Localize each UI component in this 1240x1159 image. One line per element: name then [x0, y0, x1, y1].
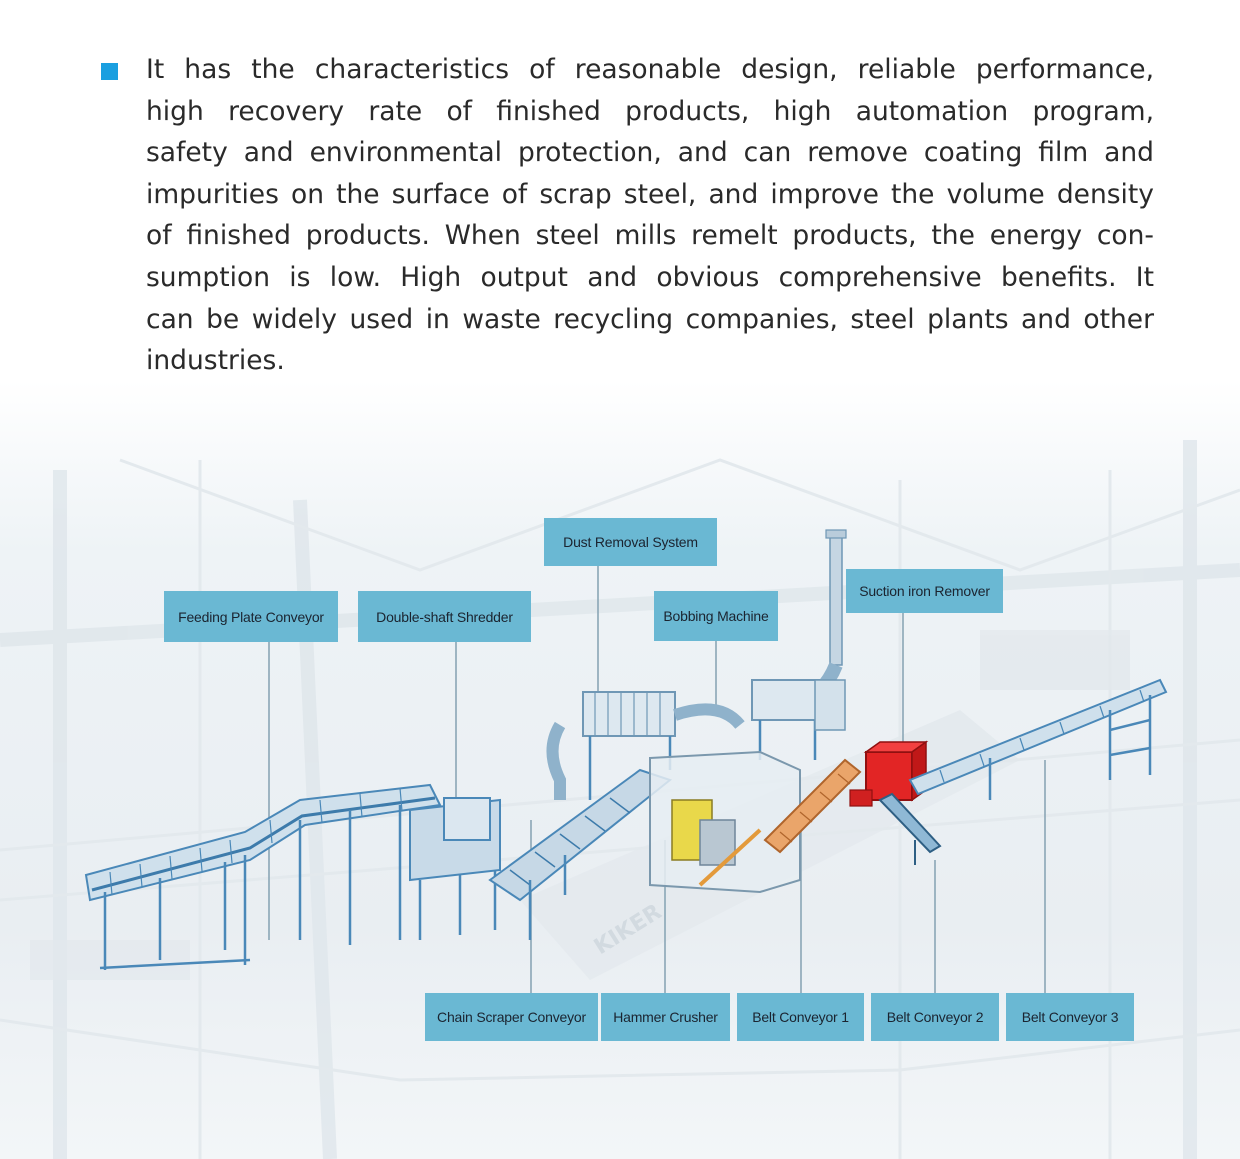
intro-line: It has the characteristics of reasonable design, reliable performance,	[146, 54, 1154, 85]
intro-line: can be widely used in waste recycling companies, steel plants and other	[146, 303, 1154, 335]
label-bobbing-machine: Bobbing Machine	[654, 591, 778, 641]
production-line-diagram	[0, 380, 1240, 1159]
hammer-crusher-drawing	[650, 752, 800, 892]
label-belt-conveyor-1: Belt Conveyor 1	[737, 993, 864, 1041]
label-belt-conveyor-2: Belt Conveyor 2	[871, 993, 999, 1041]
bullet-square-icon	[101, 63, 118, 80]
factory-background	[0, 380, 1240, 1159]
label-dust-removal-system: Dust Removal System	[544, 518, 717, 566]
kiker-watermark: KIKER	[589, 899, 667, 961]
label-feeding-plate-conveyor: Feeding Plate Conveyor	[164, 591, 338, 642]
intro-line: of finished products. When steel mills remelt products, the energy con-	[146, 220, 1154, 252]
label-double-shaft-shredder: Double-shaft Shredder	[358, 591, 531, 642]
intro-line: industries.	[146, 345, 285, 377]
label-belt-conveyor-3: Belt Conveyor 3	[1006, 993, 1134, 1041]
intro-paragraph	[146, 49, 1154, 382]
intro-line: impurities on the surface of scrap steel, and improve the volume density	[146, 178, 1154, 210]
label-suction-iron-remover: Suction iron Remover	[846, 569, 1003, 613]
label-chain-scraper-conveyor: Chain Scraper Conveyor	[425, 993, 598, 1041]
label-hammer-crusher: Hammer Crusher	[601, 993, 730, 1041]
intro-line: safety and environmental protection, and can remove coating film and	[146, 137, 1154, 169]
intro-line: high recovery rate of finished products, high automation program,	[146, 95, 1154, 127]
intro-line: sumption is low. High output and obvious comprehensive benefits. It	[146, 261, 1154, 293]
